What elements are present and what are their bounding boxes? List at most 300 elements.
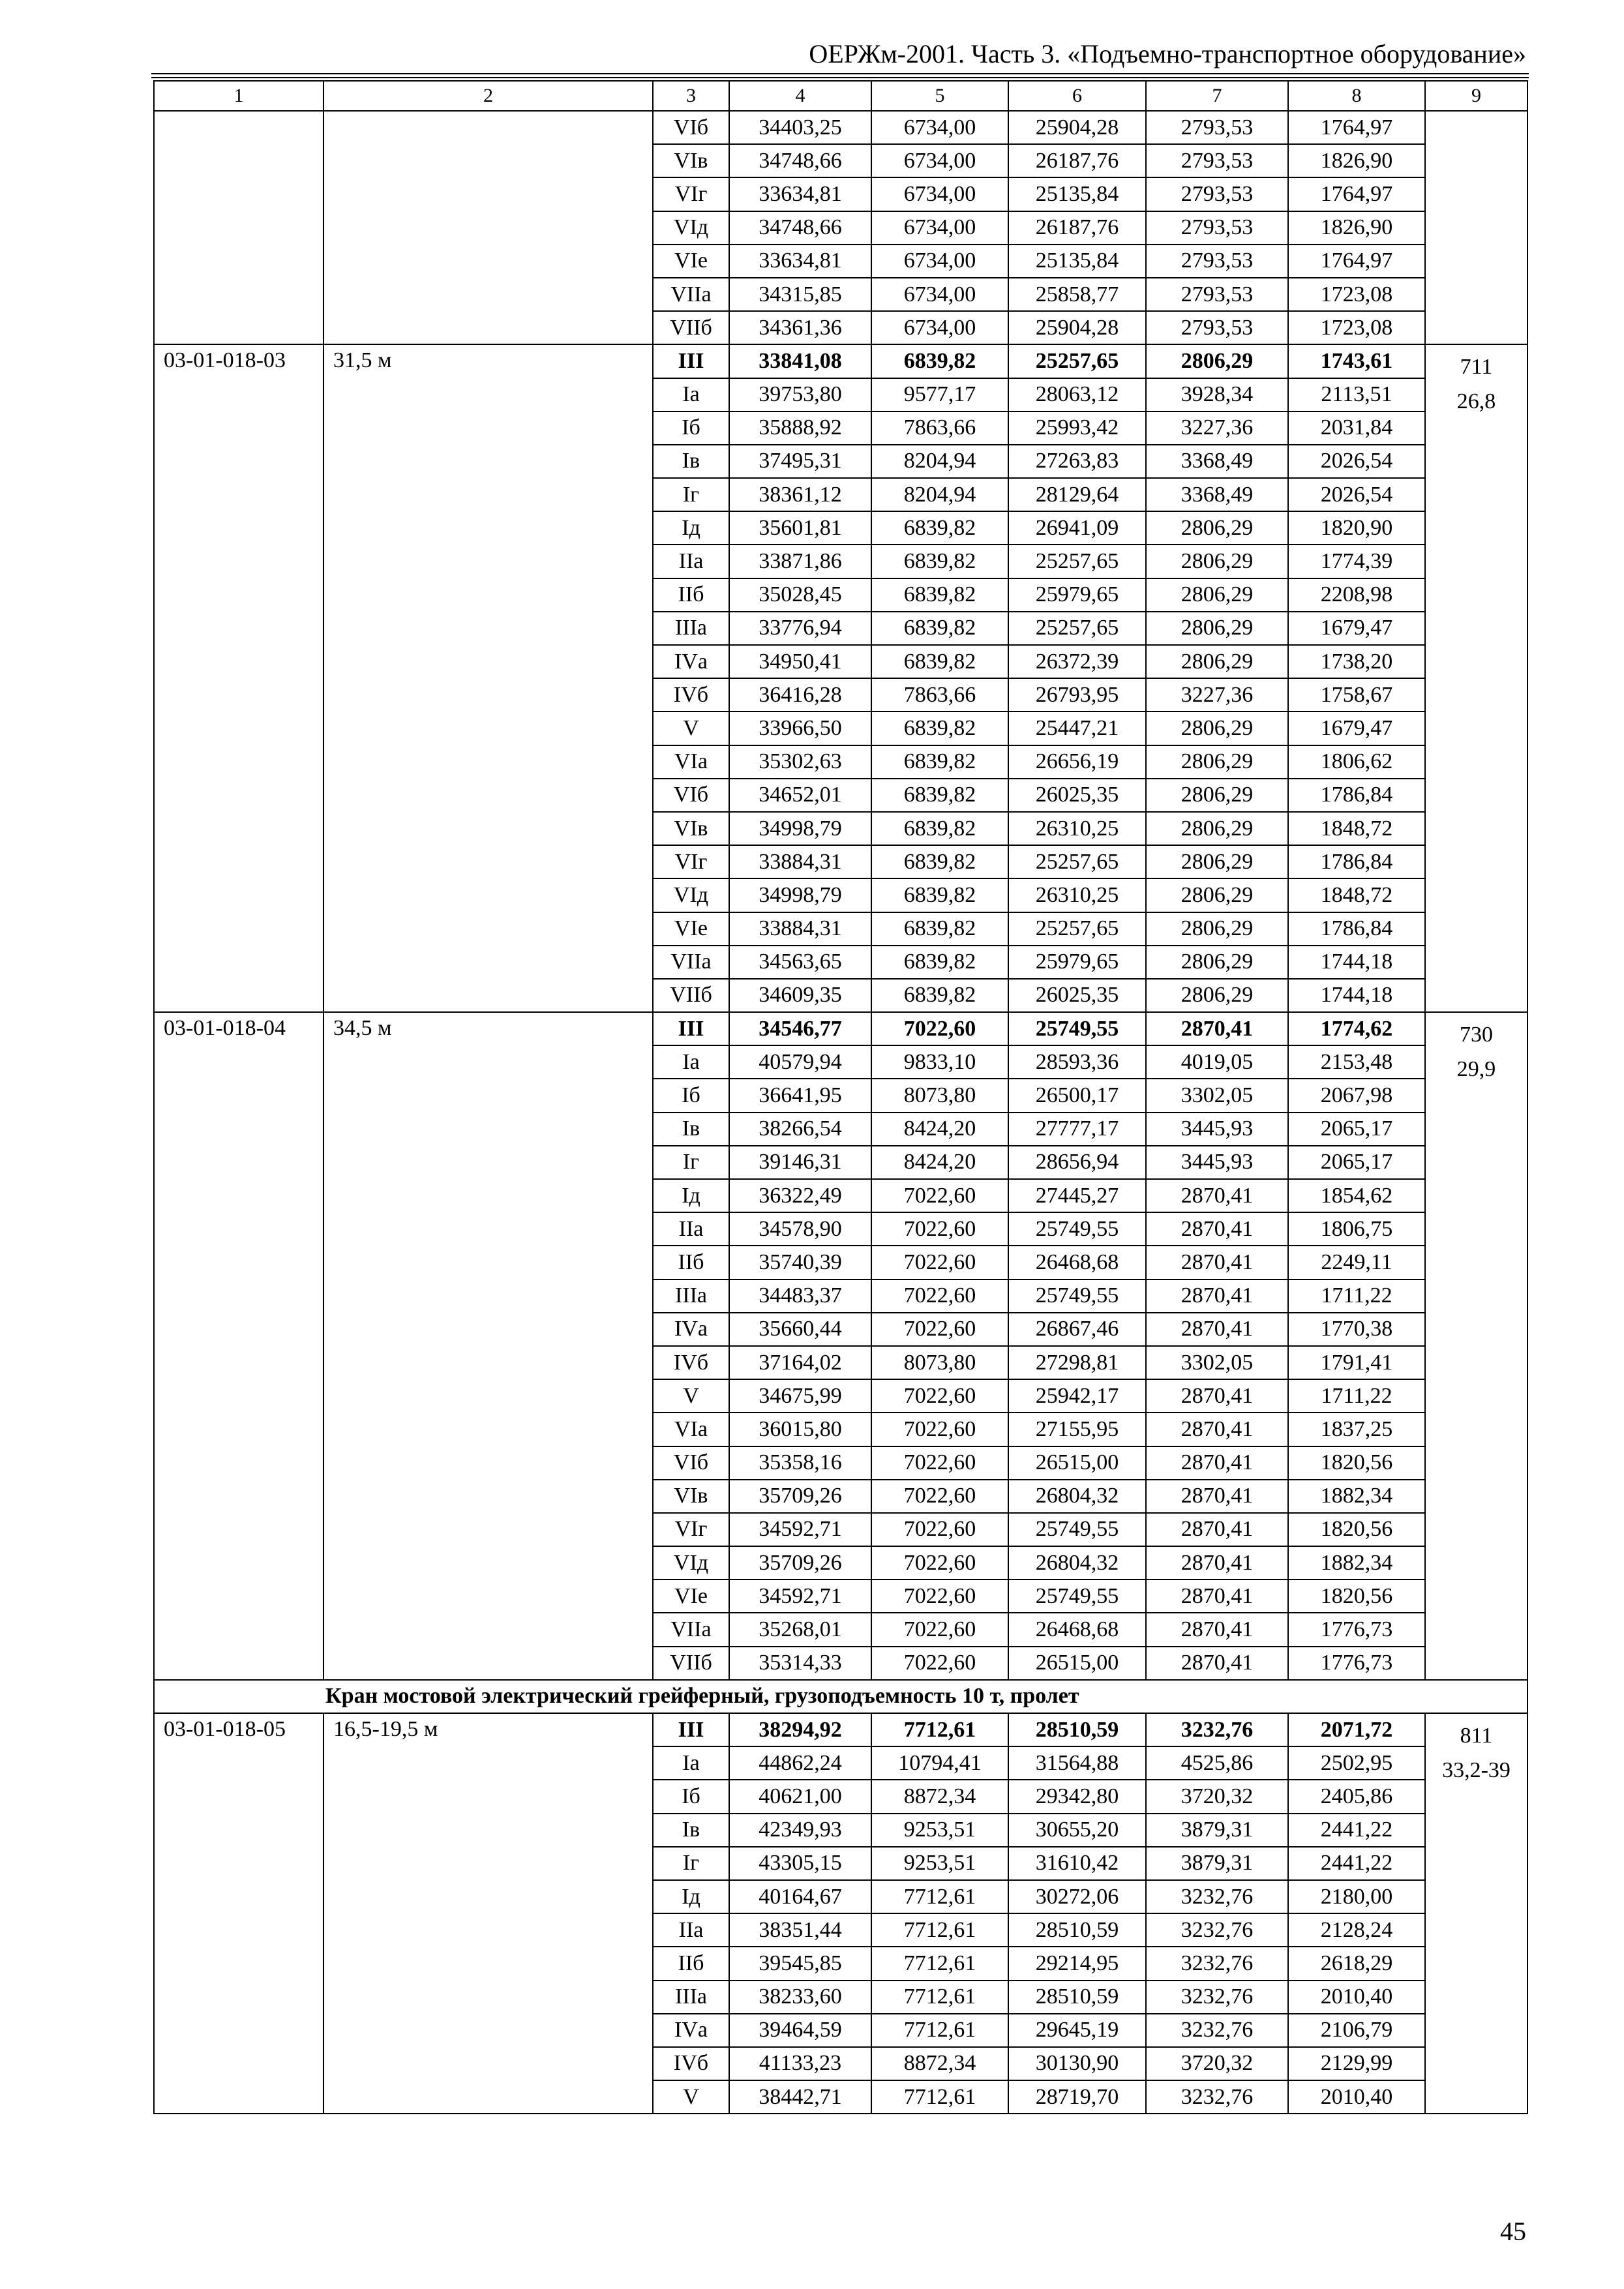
value-cell: 2870,41 (1146, 1513, 1288, 1546)
value-cell: 26468,68 (1008, 1246, 1146, 1279)
value-cell: 35888,92 (729, 411, 871, 445)
region-class: IVа (653, 1313, 729, 1346)
value-cell: 7022,60 (871, 1279, 1008, 1313)
value-cell: 25904,28 (1008, 111, 1146, 144)
value-cell: 2870,41 (1146, 1246, 1288, 1279)
value-cell: 6734,00 (871, 245, 1008, 278)
table-row (154, 344, 1527, 378)
region-class: Iв (653, 1814, 729, 1847)
value-cell: 26793,95 (1008, 678, 1146, 711)
value-cell: 27298,81 (1008, 1346, 1146, 1379)
value-cell: 1723,08 (1288, 311, 1425, 344)
value-cell: 3445,93 (1146, 1146, 1288, 1179)
value-cell: 6839,82 (871, 878, 1008, 912)
value-cell: 6839,82 (871, 612, 1008, 645)
region-class: Iг (653, 1847, 729, 1880)
region-class: Iа (653, 1045, 729, 1079)
region-class: VIд (653, 211, 729, 245)
value-cell: 7022,60 (871, 1313, 1008, 1346)
value-cell: 1774,39 (1288, 545, 1425, 578)
value-cell: 2129,99 (1288, 2047, 1425, 2080)
value-cell: 7022,60 (871, 1179, 1008, 1212)
value-cell: 8204,94 (871, 445, 1008, 478)
value-cell: 44862,24 (729, 1746, 871, 1780)
value-cell: 25749,55 (1008, 1579, 1146, 1613)
value-cell: 6839,82 (871, 344, 1008, 378)
item-code: 03-01-018-03 (154, 344, 323, 1012)
value-cell: 3720,32 (1146, 1780, 1288, 1813)
region-class: IIIа (653, 612, 729, 645)
region-class: Iа (653, 378, 729, 411)
value-cell: 29342,80 (1008, 1780, 1146, 1813)
value-cell: 7712,61 (871, 1981, 1008, 2014)
value-cell: 7712,61 (871, 2080, 1008, 2114)
value-cell: 25858,77 (1008, 278, 1146, 311)
value-cell: 31564,88 (1008, 1746, 1146, 1780)
value-cell: 1774,62 (1288, 1012, 1425, 1045)
value-cell: 26372,39 (1008, 645, 1146, 678)
region-class: IVб (653, 2047, 729, 2080)
column-header: 3 (653, 81, 729, 111)
region-class: VIе (653, 912, 729, 946)
region-class: IIа (653, 1913, 729, 1947)
value-cell: 3879,31 (1146, 1814, 1288, 1847)
value-cell: 34592,71 (729, 1579, 871, 1613)
item-description: 16,5-19,5 м (323, 1713, 653, 2114)
value-cell: 42349,93 (729, 1814, 871, 1847)
value-cell: 34652,01 (729, 779, 871, 812)
value-cell: 28510,59 (1008, 1981, 1146, 2014)
value-cell: 25447,21 (1008, 711, 1146, 745)
value-cell: 7022,60 (871, 1613, 1008, 1646)
value-cell: 26804,32 (1008, 1480, 1146, 1513)
value-cell: 25257,65 (1008, 912, 1146, 946)
value-cell: 1679,47 (1288, 711, 1425, 745)
value-cell: 2026,54 (1288, 445, 1425, 478)
value-cell: 1764,97 (1288, 245, 1425, 278)
value-cell: 26187,76 (1008, 211, 1146, 245)
region-class: VIг (653, 845, 729, 878)
region-class: IIб (653, 578, 729, 612)
value-cell: 3928,34 (1146, 378, 1288, 411)
value-cell: 2870,41 (1146, 1613, 1288, 1646)
region-class: V (653, 1379, 729, 1413)
value-cell: 7022,60 (871, 1212, 1008, 1246)
value-cell: 2010,40 (1288, 2080, 1425, 2114)
value-cell: 33634,81 (729, 245, 871, 278)
region-class: VIе (653, 1579, 729, 1613)
value-cell: 28129,64 (1008, 478, 1146, 511)
value-cell: 2793,53 (1146, 245, 1288, 278)
value-cell: 7022,60 (871, 1446, 1008, 1480)
value-cell: 2793,53 (1146, 311, 1288, 344)
value-cell: 2793,53 (1146, 177, 1288, 211)
value-cell: 2441,22 (1288, 1847, 1425, 1880)
value-cell: 6839,82 (871, 745, 1008, 779)
value-cell: 8424,20 (871, 1146, 1008, 1179)
value-cell: 2441,22 (1288, 1814, 1425, 1847)
column-header: 8 (1288, 81, 1425, 111)
region-class: Iв (653, 1113, 729, 1146)
value-cell: 26025,35 (1008, 979, 1146, 1012)
value-cell: 35601,81 (729, 511, 871, 545)
value-cell: 1837,25 (1288, 1413, 1425, 1446)
value-cell: 33871,86 (729, 545, 871, 578)
value-cell: 35709,26 (729, 1546, 871, 1579)
region-class: Iд (653, 1880, 729, 1913)
value-cell: 25257,65 (1008, 545, 1146, 578)
page-number: 45 (1500, 2217, 1526, 2246)
region-class: VIв (653, 144, 729, 177)
value-cell: 2405,86 (1288, 1780, 1425, 1813)
value-cell: 6839,82 (871, 545, 1008, 578)
value-cell: 10794,41 (871, 1746, 1008, 1780)
region-class: Iг (653, 478, 729, 511)
value-cell: 34748,66 (729, 144, 871, 177)
region-class: IIб (653, 1246, 729, 1279)
value-cell: 2793,53 (1146, 278, 1288, 311)
value-cell: 2870,41 (1146, 1313, 1288, 1346)
value-cell: 1744,18 (1288, 979, 1425, 1012)
value-cell: 2870,41 (1146, 1413, 1288, 1446)
value-cell: 34361,36 (729, 311, 871, 344)
region-class: VIIб (653, 979, 729, 1012)
value-cell: 3232,76 (1146, 1913, 1288, 1947)
value-cell: 7022,60 (871, 1379, 1008, 1413)
value-cell: 25135,84 (1008, 245, 1146, 278)
value-cell: 2870,41 (1146, 1212, 1288, 1246)
page-header: ОЕРЖм-2001. Часть 3. «Подъемно-транспортное оборудование» (809, 39, 1526, 68)
value-cell: 2806,29 (1146, 511, 1288, 545)
region-class: VIб (653, 111, 729, 144)
value-cell: 9253,51 (871, 1847, 1008, 1880)
value-cell: 2806,29 (1146, 979, 1288, 1012)
column-header: 7 (1146, 81, 1288, 111)
value-cell: 33884,31 (729, 845, 871, 878)
region-class: IVб (653, 1346, 729, 1379)
value-cell: 35302,63 (729, 745, 871, 779)
column-header: 4 (729, 81, 871, 111)
value-cell: 35660,44 (729, 1313, 871, 1346)
value-cell: 7022,60 (871, 1579, 1008, 1613)
value-cell: 40164,67 (729, 1880, 871, 1913)
value-cell: 30655,20 (1008, 1814, 1146, 1847)
value-cell: 1826,90 (1288, 211, 1425, 245)
value-cell: 26310,25 (1008, 878, 1146, 912)
value-cell: 38351,44 (729, 1913, 871, 1947)
value-cell: 36322,49 (729, 1179, 871, 1212)
region-class: Iа (653, 1746, 729, 1780)
value-cell: 26515,00 (1008, 1647, 1146, 1680)
value-cell: 25904,28 (1008, 311, 1146, 344)
value-cell: 1764,97 (1288, 177, 1425, 211)
value-cell: 1806,75 (1288, 1212, 1425, 1246)
value-cell: 3232,76 (1146, 1981, 1288, 2014)
value-cell: 35314,33 (729, 1647, 871, 1680)
value-cell: 2180,00 (1288, 1880, 1425, 1913)
value-cell: 28510,59 (1008, 1913, 1146, 1947)
value-cell: 41133,23 (729, 2047, 871, 2080)
value-cell: 2806,29 (1146, 645, 1288, 678)
value-cell: 7712,61 (871, 1947, 1008, 1980)
value-cell: 6839,82 (871, 812, 1008, 845)
region-class: III (653, 344, 729, 378)
value-cell: 2806,29 (1146, 946, 1288, 979)
region-class: Iв (653, 445, 729, 478)
value-cell: 26804,32 (1008, 1546, 1146, 1579)
value-cell: 25942,17 (1008, 1379, 1146, 1413)
region-class: Iд (653, 1179, 729, 1212)
value-cell: 2870,41 (1146, 1012, 1288, 1045)
value-cell: 3879,31 (1146, 1847, 1288, 1880)
region-class: Iб (653, 411, 729, 445)
region-class: VIIа (653, 1613, 729, 1646)
value-cell: 2793,53 (1146, 211, 1288, 245)
value-cell: 1882,34 (1288, 1480, 1425, 1513)
value-cell: 25257,65 (1008, 344, 1146, 378)
region-class: IIб (653, 1947, 729, 1980)
value-cell: 2010,40 (1288, 1981, 1425, 2014)
value-cell: 36015,80 (729, 1413, 871, 1446)
value-cell: 34403,25 (729, 111, 871, 144)
value-cell: 26310,25 (1008, 812, 1146, 845)
region-class: IIIа (653, 1981, 729, 2014)
value-cell: 29214,95 (1008, 1947, 1146, 1980)
value-cell: 37164,02 (729, 1346, 871, 1379)
item-code: 03-01-018-05 (154, 1713, 323, 2114)
column-header: 6 (1008, 81, 1146, 111)
value-cell: 34592,71 (729, 1513, 871, 1546)
column-header: 5 (871, 81, 1008, 111)
value-cell: 35358,16 (729, 1446, 871, 1480)
value-cell: 3368,49 (1146, 445, 1288, 478)
value-cell: 27263,83 (1008, 445, 1146, 478)
value-cell: 7022,60 (871, 1413, 1008, 1446)
value-cell: 34563,65 (729, 946, 871, 979)
value-cell: 1776,73 (1288, 1647, 1425, 1680)
region-class: VIIб (653, 311, 729, 344)
value-cell: 1882,34 (1288, 1546, 1425, 1579)
value-cell: 34748,66 (729, 211, 871, 245)
value-cell: 6839,82 (871, 578, 1008, 612)
value-cell: 26941,09 (1008, 511, 1146, 545)
value-cell: 3302,05 (1146, 1346, 1288, 1379)
value-cell: 30272,06 (1008, 1880, 1146, 1913)
value-cell: 1764,97 (1288, 111, 1425, 144)
value-cell: 2806,29 (1146, 612, 1288, 645)
value-cell: 1711,22 (1288, 1279, 1425, 1313)
value-cell: 26025,35 (1008, 779, 1146, 812)
value-cell: 1758,67 (1288, 678, 1425, 711)
value-cell: 25993,42 (1008, 411, 1146, 445)
header-rule (151, 77, 1529, 78)
value-cell: 2249,11 (1288, 1246, 1425, 1279)
value-cell: 2806,29 (1146, 912, 1288, 946)
column-header: 9 (1425, 81, 1527, 111)
value-cell: 7712,61 (871, 1880, 1008, 1913)
value-cell: 1820,56 (1288, 1579, 1425, 1613)
value-cell: 3227,36 (1146, 678, 1288, 711)
value-cell: 2870,41 (1146, 1379, 1288, 1413)
value-cell: 25749,55 (1008, 1513, 1146, 1546)
value-cell: 4019,05 (1146, 1045, 1288, 1079)
value-cell: 7863,66 (871, 678, 1008, 711)
value-cell: 27445,27 (1008, 1179, 1146, 1212)
col9-value: 711 (1460, 355, 1493, 380)
region-class: VIв (653, 1480, 729, 1513)
rates-table (153, 80, 1528, 2114)
value-cell: 33634,81 (729, 177, 871, 211)
value-cell: 6839,82 (871, 946, 1008, 979)
value-cell: 33966,50 (729, 711, 871, 745)
value-cell: 1820,56 (1288, 1513, 1425, 1546)
value-cell: 4525,86 (1146, 1746, 1288, 1780)
value-cell: 1744,18 (1288, 946, 1425, 979)
value-cell: 6839,82 (871, 912, 1008, 946)
value-cell: 34675,99 (729, 1379, 871, 1413)
value-cell: 36641,95 (729, 1079, 871, 1112)
value-cell: 2806,29 (1146, 845, 1288, 878)
region-class: VIг (653, 177, 729, 211)
value-cell: 36416,28 (729, 678, 871, 711)
value-cell: 3232,76 (1146, 1880, 1288, 1913)
value-cell: 6734,00 (871, 211, 1008, 245)
region-class: VIIа (653, 946, 729, 979)
region-class: VIа (653, 1413, 729, 1446)
value-cell: 1791,41 (1288, 1346, 1425, 1379)
column-header: 2 (323, 81, 653, 111)
value-cell: 28593,36 (1008, 1045, 1146, 1079)
value-cell: 2106,79 (1288, 2014, 1425, 2047)
value-cell: 39464,59 (729, 2014, 871, 2047)
value-cell: 34578,90 (729, 1212, 871, 1246)
value-cell: 27155,95 (1008, 1413, 1146, 1446)
col9-value: 33,2-39 (1442, 1758, 1511, 1782)
value-cell: 34998,79 (729, 878, 871, 912)
value-cell: 34998,79 (729, 812, 871, 845)
value-cell: 1786,84 (1288, 779, 1425, 812)
value-cell: 35028,45 (729, 578, 871, 612)
value-cell: 3227,36 (1146, 411, 1288, 445)
region-class: IIа (653, 545, 729, 578)
value-cell: 6734,00 (871, 177, 1008, 211)
value-cell: 3302,05 (1146, 1079, 1288, 1112)
value-cell: 3368,49 (1146, 478, 1288, 511)
value-cell: 8872,34 (871, 1780, 1008, 1813)
region-class: V (653, 711, 729, 745)
value-cell: 2870,41 (1146, 1647, 1288, 1680)
value-cell: 7712,61 (871, 2014, 1008, 2047)
value-cell: 6734,00 (871, 311, 1008, 344)
value-cell: 9833,10 (871, 1045, 1008, 1079)
value-cell: 1723,08 (1288, 278, 1425, 311)
value-cell: 38233,60 (729, 1981, 871, 2014)
value-cell: 2153,48 (1288, 1045, 1425, 1079)
value-cell: 40621,00 (729, 1780, 871, 1813)
value-cell: 8073,80 (871, 1079, 1008, 1112)
header-rule (151, 73, 1529, 74)
value-cell: 26500,17 (1008, 1079, 1146, 1112)
value-cell: 2618,29 (1288, 1947, 1425, 1980)
value-cell: 8872,34 (871, 2047, 1008, 2080)
value-cell: 35740,39 (729, 1246, 871, 1279)
value-cell: 26515,00 (1008, 1446, 1146, 1480)
value-cell: 1770,38 (1288, 1313, 1425, 1346)
section-title: Кран мостовой электрический грейферный, грузоподъемность 10 т, пролет (154, 1680, 1527, 1713)
value-cell: 2113,51 (1288, 378, 1425, 411)
value-cell: 26656,19 (1008, 745, 1146, 779)
region-class: VIа (653, 745, 729, 779)
value-cell: 38266,54 (729, 1113, 871, 1146)
value-cell: 2128,24 (1288, 1913, 1425, 1947)
value-cell: 28063,12 (1008, 378, 1146, 411)
col9-value: 811 (1460, 1724, 1493, 1748)
value-cell: 2026,54 (1288, 478, 1425, 511)
region-class: VIд (653, 1546, 729, 1579)
region-class: Iд (653, 511, 729, 545)
col9-cell (1425, 344, 1527, 1012)
value-cell: 1776,73 (1288, 1613, 1425, 1646)
value-cell: 6839,82 (871, 845, 1008, 878)
value-cell: 35268,01 (729, 1613, 871, 1646)
region-class: Iг (653, 1146, 729, 1179)
value-cell: 8073,80 (871, 1346, 1008, 1379)
region-class: III (653, 1713, 729, 1746)
value-cell: 34315,85 (729, 278, 871, 311)
value-cell: 1806,62 (1288, 745, 1425, 779)
region-class: IVа (653, 2014, 729, 2047)
value-cell: 25257,65 (1008, 845, 1146, 878)
value-cell: 1820,56 (1288, 1446, 1425, 1480)
value-cell: 25979,65 (1008, 578, 1146, 612)
value-cell: 7022,60 (871, 1246, 1008, 1279)
value-cell: 25749,55 (1008, 1279, 1146, 1313)
region-class: Iб (653, 1780, 729, 1813)
value-cell: 2806,29 (1146, 812, 1288, 845)
value-cell: 7712,61 (871, 1713, 1008, 1746)
value-cell: 7022,60 (871, 1647, 1008, 1680)
column-header-row (154, 81, 1527, 111)
value-cell: 6839,82 (871, 511, 1008, 545)
region-class: IVб (653, 678, 729, 711)
value-cell: 27777,17 (1008, 1113, 1146, 1146)
value-cell: 2870,41 (1146, 1446, 1288, 1480)
value-cell: 3445,93 (1146, 1113, 1288, 1146)
value-cell: 2806,29 (1146, 711, 1288, 745)
value-cell: 34483,37 (729, 1279, 871, 1313)
value-cell: 2806,29 (1146, 545, 1288, 578)
value-cell: 6839,82 (871, 979, 1008, 1012)
value-cell: 8204,94 (871, 478, 1008, 511)
value-cell: 43305,15 (729, 1847, 871, 1880)
value-cell: 6734,00 (871, 278, 1008, 311)
value-cell: 9253,51 (871, 1814, 1008, 1847)
value-cell: 25257,65 (1008, 612, 1146, 645)
value-cell: 8424,20 (871, 1113, 1008, 1146)
column-header: 1 (154, 81, 323, 111)
value-cell: 33776,94 (729, 612, 871, 645)
value-cell: 6839,82 (871, 779, 1008, 812)
value-cell: 2065,17 (1288, 1113, 1425, 1146)
value-cell: 2793,53 (1146, 111, 1288, 144)
value-cell: 34950,41 (729, 645, 871, 678)
value-cell: 1743,61 (1288, 344, 1425, 378)
value-cell: 2208,98 (1288, 578, 1425, 612)
value-cell: 34609,35 (729, 979, 871, 1012)
value-cell: 26867,46 (1008, 1313, 1146, 1346)
value-cell: 39146,31 (729, 1146, 871, 1179)
region-class: IIа (653, 1212, 729, 1246)
